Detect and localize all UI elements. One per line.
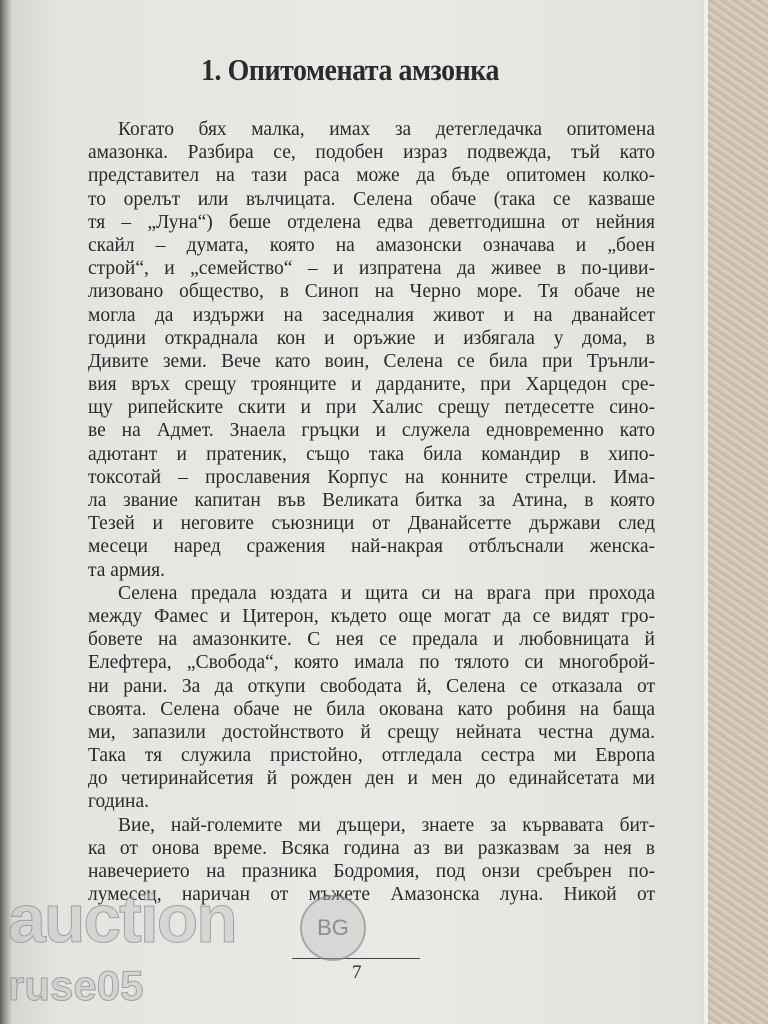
watermark-badge: BG xyxy=(300,895,366,961)
text-line: ве на Адмет. Знаела гръцки и служела едновременно като xyxy=(88,420,655,442)
text-line: лизовано общество, в Синоп на Черно море. Тя обаче не xyxy=(88,281,655,303)
text-line: Елефтера, „Свобода“, която имала по тялото си многоброй- xyxy=(88,652,655,674)
text-line: Така тя служила пристойно, отгледала сестра ми Европа xyxy=(88,745,655,767)
text-line: адютант и пратеник, също така била командир в хипо- xyxy=(88,443,655,465)
text-line: лумесец, наричан от мъжете Амазонска луна. Никой от xyxy=(88,884,655,906)
text-line: представител на тази раса може да бъде опитомен колко- xyxy=(88,165,655,187)
text-line: Селена предала юздата и щита си на врага при прохода xyxy=(118,582,655,604)
paragraph xyxy=(88,582,655,814)
text-line: Дивите земи. Вече като воин, Селена се била при Трънли- xyxy=(88,350,655,372)
text-line: токсотай – прославения Корпус на конните стрелци. Има- xyxy=(88,466,655,488)
text-line: Когато бях малка, имах за детегледачка опитомена xyxy=(118,119,655,140)
page-number: 7 xyxy=(352,962,362,983)
text-line: месеци наред сражения най-накрая отблъснали женска- xyxy=(88,536,655,558)
text-line: ни рани. За да откупи свободата й, Селена се отказала от xyxy=(88,675,655,697)
text-line: вия връх срещу троянците и дарданите, при Харцедон сре- xyxy=(88,374,655,396)
text-line: скайл – думата, която на амазонски означава и „боен xyxy=(88,234,655,256)
text-line: ка от онова време. Всяка година аз ви разказвам за нея в xyxy=(88,837,655,859)
text-line: та армия. xyxy=(88,559,166,581)
background-surface xyxy=(708,0,768,1024)
text-line: то орелът или вълчицата. Селена обаче (така се казваше xyxy=(88,188,655,210)
paragraph xyxy=(88,118,655,582)
body-text xyxy=(88,118,655,906)
text-line: Тезей и неговите съюзници от Дванайсетте държави след xyxy=(88,513,655,535)
text-line: своята. Селена обаче не била окована като робиня на баща xyxy=(88,698,655,720)
text-line: ла звание капитан във Великата битка за Атина, в която xyxy=(88,490,655,511)
text-line: амазонка. Разбира се, подобен израз подвежда, тъй като xyxy=(88,142,655,164)
text-line: строй“, и „семейство“ – и изпратена да живее в по-циви- xyxy=(88,258,655,280)
chapter-title: 1. Опитомената амзонка xyxy=(201,52,499,87)
watermark-brand: auction xyxy=(8,881,236,957)
text-line: бовете на амазонките. С нея се предала и любовницата й xyxy=(88,629,655,651)
watermark-user: ruse05 xyxy=(8,962,144,1009)
text-line: до четиринайсетия й рожден ден и мен до единайсетата ми xyxy=(88,768,655,790)
text-line: могла да издържи на заседналия живот и на дванайсет xyxy=(88,304,655,326)
text-line: тя – „Луна“) беше отделена едва деветгодишна от нейния xyxy=(88,211,655,233)
text-line: между Фамес и Цитерон, където още могат да се видят гро- xyxy=(88,605,655,627)
text-line: ми, запазили достойнството й срещу нейната честна дума. xyxy=(88,721,655,743)
text-line: Вие, най-големите ми дъщери, знаете за кървавата бит- xyxy=(118,814,655,836)
footer-rule xyxy=(292,958,420,959)
text-line: навечерието на празника Бодромия, под онзи сребърен по- xyxy=(88,861,655,882)
text-line: година. xyxy=(88,791,150,813)
text-line: щу рипейските скити и при Халис срещу петдесетте сино- xyxy=(88,397,655,419)
text-line: години откраднала кон и оръжие и избягала у дома, в xyxy=(88,327,655,349)
